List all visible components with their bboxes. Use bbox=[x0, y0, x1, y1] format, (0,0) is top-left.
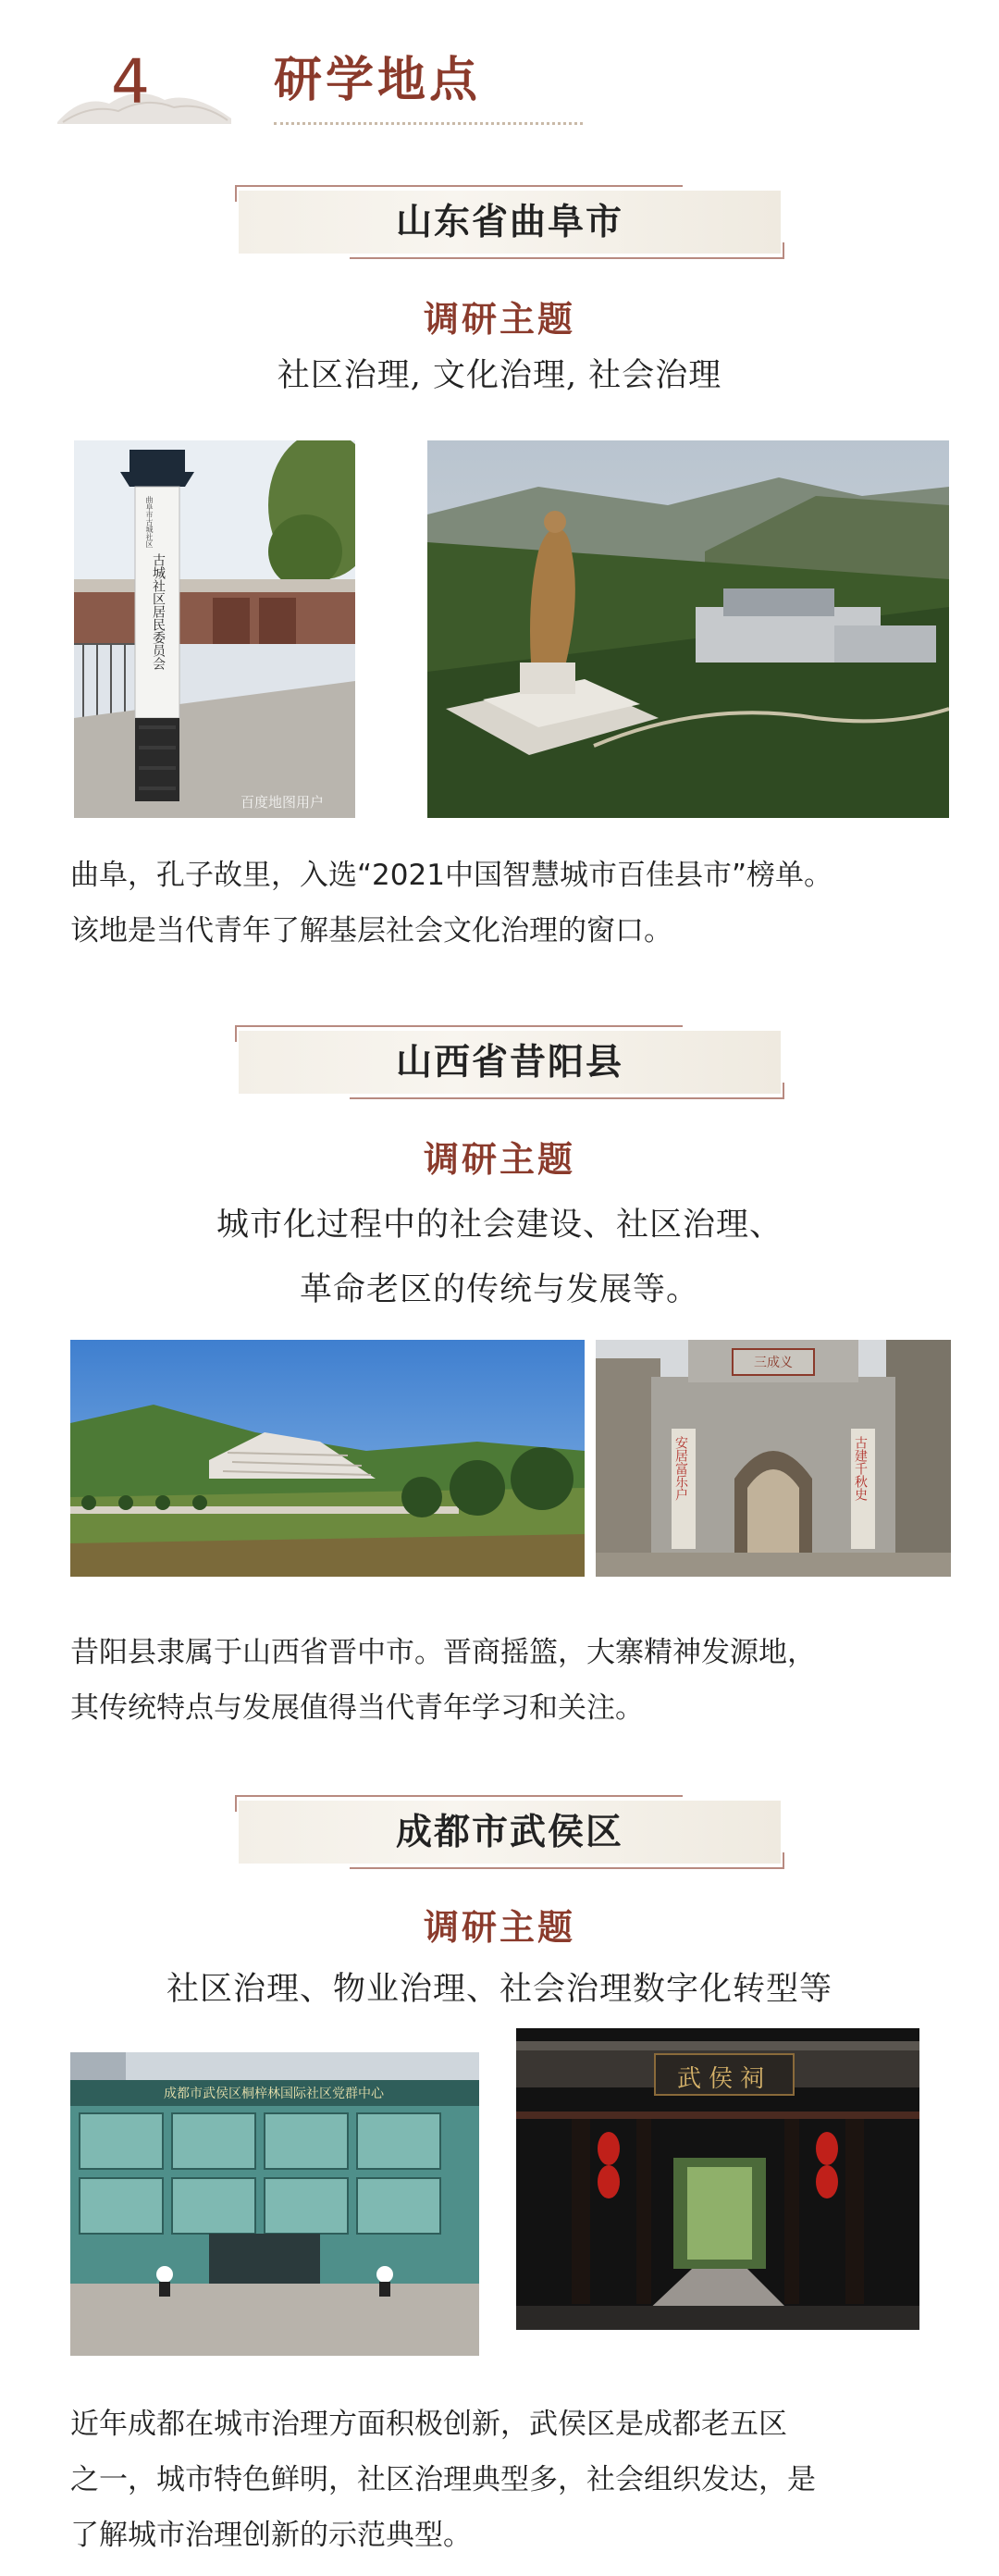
description-line: 曲阜，孔子故里，入选“2021中国智慧城市百佳县市”榜单。 bbox=[70, 859, 833, 892]
topic-label: 调研主题 bbox=[423, 1906, 575, 1948]
sign-small-text: 曲阜市古城社区 bbox=[145, 496, 154, 548]
topic-label: 调研主题 bbox=[423, 1138, 575, 1180]
photo-wuhou-temple bbox=[516, 2028, 919, 2330]
topic-text: 城市化过程中的社会建设、社区治理、 bbox=[216, 1207, 783, 1244]
description-line: 之一，城市特色鲜明，社区治理典型多，社会组织发达，是 bbox=[70, 2463, 816, 2496]
gate-right-text: 古建千秋史 bbox=[853, 1436, 868, 1501]
topic-text: 社区治理, 文化治理, 社会治理 bbox=[277, 357, 722, 394]
site-name: 山西省昔阳县 bbox=[395, 1041, 623, 1084]
description-line: 昔阳县隶属于山西省晋中市。晋商摇篮，大寨精神发源地， bbox=[70, 1636, 816, 1669]
site-plate-xiyang bbox=[239, 1031, 781, 1094]
description-line: 其传统特点与发展值得当代青年学习和关注。 bbox=[70, 1691, 644, 1725]
site-plate-qufu bbox=[239, 191, 781, 254]
section-title-rule bbox=[274, 122, 583, 125]
temple-plaque-text: 武侯祠 bbox=[676, 2065, 771, 2093]
description-line: 近年成都在城市治理方面积极创新，武侯区是成都老五区 bbox=[70, 2408, 787, 2441]
site-description-wuhou bbox=[70, 2396, 958, 2563]
gate-left-text: 安居富乐户 bbox=[673, 1436, 688, 1501]
section-number: 4 bbox=[111, 46, 150, 118]
site-description-qufu bbox=[70, 848, 958, 959]
site-plate-wuhou bbox=[239, 1801, 781, 1864]
description-line: 该地是当代青年了解基层社会文化治理的窗口。 bbox=[70, 914, 672, 947]
site-name: 山东省曲阜市 bbox=[395, 201, 623, 243]
photo-watermark: 百度地图用户 bbox=[240, 794, 325, 811]
gate-plaque-text: 三成义 bbox=[754, 1356, 793, 1370]
topic-text: 社区治理、物业治理、社会治理数字化转型等 bbox=[166, 1971, 832, 2008]
topic-label: 调研主题 bbox=[423, 298, 575, 340]
site-name: 成都市武侯区 bbox=[395, 1811, 623, 1853]
photo-community-center bbox=[70, 2052, 479, 2356]
site-description-xiyang bbox=[70, 1625, 958, 1736]
building-sign-text: 成都市武侯区桐梓林国际社区党群中心 bbox=[164, 2087, 384, 2101]
photo-confucius-statue bbox=[427, 440, 949, 818]
photo-stone-gate bbox=[596, 1340, 951, 1577]
description-line: 了解城市治理创新的示范典型。 bbox=[70, 2519, 472, 2552]
section-number-badge bbox=[54, 39, 235, 128]
photo-community-sign bbox=[74, 440, 355, 818]
sign-vertical-text: 古城社区居民委员会 bbox=[151, 553, 166, 670]
topic-text: 革命老区的传统与发展等。 bbox=[299, 1271, 699, 1308]
photo-terraced-hill bbox=[70, 1340, 585, 1577]
section-title: 研学地点 bbox=[274, 52, 482, 108]
